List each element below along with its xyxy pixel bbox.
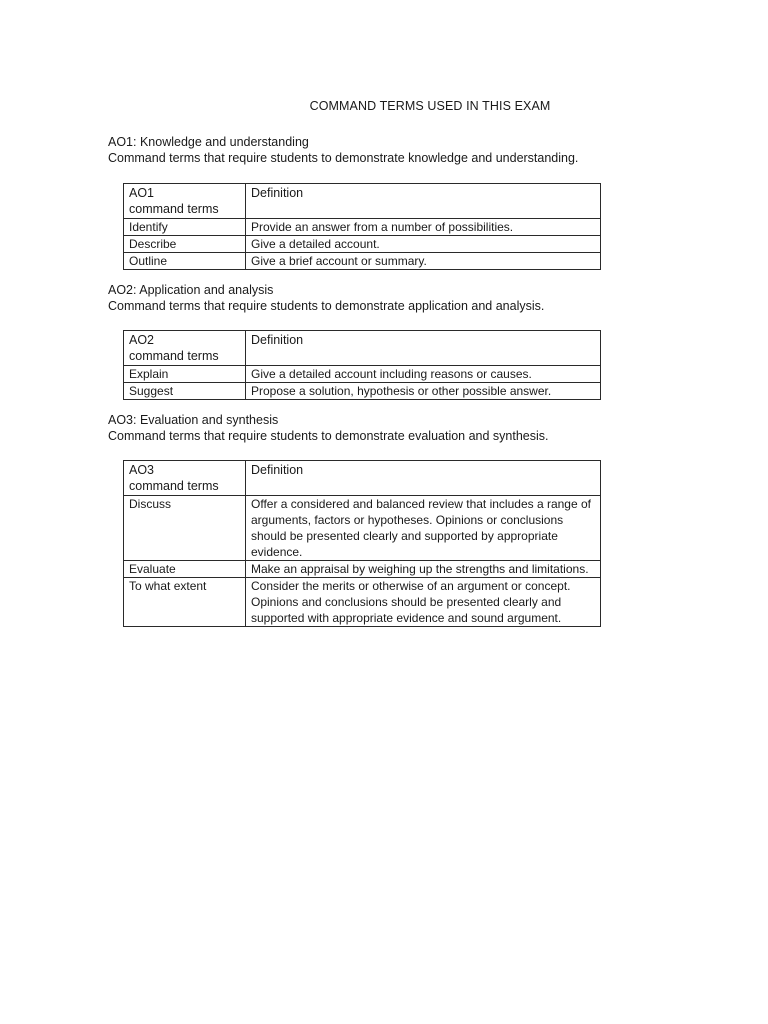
table-header-row xyxy=(124,184,601,219)
definition-cell: Offer a considered and balanced review that includes a range of arguments, factors or hypotheses. Opinions or conclusions should be presented clearly and supported by appropriate evidence. xyxy=(246,496,601,561)
section-intro-ao3: Command terms that require students to demonstrate evaluation and synthesis. xyxy=(108,429,549,443)
header-term xyxy=(124,461,246,496)
table-row xyxy=(124,383,601,400)
header-definition: Definition xyxy=(246,184,601,219)
term-cell: Evaluate xyxy=(124,561,246,578)
term-cell: Explain xyxy=(124,366,246,383)
term-cell: Outline xyxy=(124,253,246,270)
header-definition: Definition xyxy=(246,331,601,366)
command-terms-table-ao1 xyxy=(123,183,601,270)
section-heading-ao1: AO1: Knowledge and understanding xyxy=(108,135,309,149)
table-row xyxy=(124,561,601,578)
header-term-line1: AO1 xyxy=(129,186,155,200)
header-term-line2: command terms xyxy=(129,479,219,493)
table-row xyxy=(124,253,601,270)
definition-cell: Provide an answer from a number of possibilities. xyxy=(246,219,601,236)
section-heading-ao2: AO2: Application and analysis xyxy=(108,283,274,297)
section-intro-ao2: Command terms that require students to demonstrate application and analysis. xyxy=(108,299,545,313)
definition-cell: Give a brief account or summary. xyxy=(246,253,601,270)
term-cell: To what extent xyxy=(124,578,246,627)
table-row xyxy=(124,496,601,561)
term-cell: Discuss xyxy=(124,496,246,561)
table-row xyxy=(124,366,601,383)
section-intro-ao1: Command terms that require students to demonstrate knowledge and understanding. xyxy=(108,151,579,165)
table-row xyxy=(124,236,601,253)
section-heading-ao3: AO3: Evaluation and synthesis xyxy=(108,413,279,427)
table-row xyxy=(124,219,601,236)
document-title: COMMAND TERMS USED IN THIS EXAM xyxy=(309,99,551,113)
header-term-line1: AO3 xyxy=(129,463,155,477)
definition-cell: Give a detailed account including reasons or causes. xyxy=(246,366,601,383)
term-cell: Suggest xyxy=(124,383,246,400)
definition-cell: Consider the merits or otherwise of an argument or concept. Opinions and conclusions should be presented clearly and supported with appropriate evidence and sound argument. xyxy=(246,578,601,627)
table-header-row xyxy=(124,461,601,496)
term-cell: Describe xyxy=(124,236,246,253)
header-term-line1: AO2 xyxy=(129,333,155,347)
definition-cell: Propose a solution, hypothesis or other possible answer. xyxy=(246,383,601,400)
definition-cell: Make an appraisal by weighing up the strengths and limitations. xyxy=(246,561,601,578)
header-term xyxy=(124,331,246,366)
table-header-row xyxy=(124,331,601,366)
header-definition: Definition xyxy=(246,461,601,496)
header-term-line2: command terms xyxy=(129,349,219,363)
header-term-line2: command terms xyxy=(129,202,219,216)
command-terms-table-ao2 xyxy=(123,330,601,400)
definition-cell: Give a detailed account. xyxy=(246,236,601,253)
table-row xyxy=(124,578,601,627)
term-cell: Identify xyxy=(124,219,246,236)
header-term xyxy=(124,184,246,219)
command-terms-table-ao3 xyxy=(123,460,601,627)
